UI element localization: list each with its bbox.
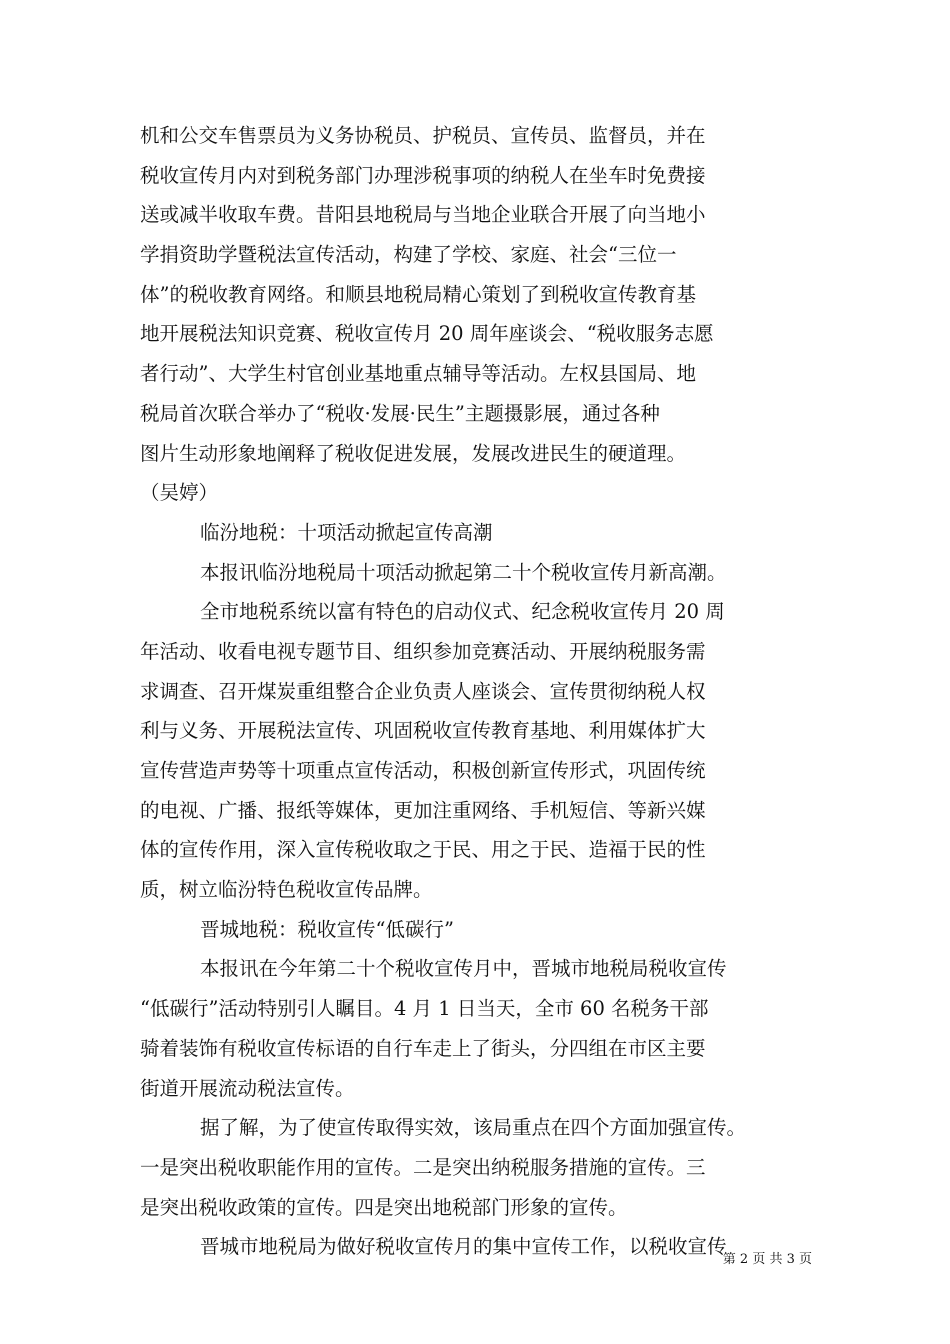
text-line: 据了解，为了使宣传取得实效，该局重点在四个方面加强宣传。 — [200, 1116, 747, 1140]
text-line: 机和公交车售票员为义务协税员、护税员、宣传员、监督员，并在 — [140, 124, 706, 147]
text-line: 是突出税收政策的宣传。四是突出地税部门形象的宣传。 — [140, 1195, 628, 1219]
body-text — [140, 116, 812, 1267]
text-line: 者行动”、大学生村官创业基地重点辅导等活动。左权县国局、地 — [140, 362, 696, 386]
text-line: 一是突出税收职能作用的宣传。二是突出纳税服务措施的宣传。三 — [140, 1155, 706, 1179]
text-line: 年活动、收看电视专题节目、组织参加竞赛活动、开展纳税服务需 — [140, 639, 706, 663]
text-line: 骑着装饰有税收宣传标语的自行车走上了街头，分四组在市区主要 — [140, 1036, 706, 1060]
text-line: 送或减半收取车费。昔阳县地税局与当地企业联合开展了向当地小 — [140, 203, 706, 227]
text-line: 质，树立临汾特色税收宣传品牌。 — [140, 878, 433, 902]
text-line: 图片生动形象地阐释了税收促进发展，发展改进民生的硬道理。 — [140, 441, 687, 465]
text-line: 的电视、广播、报纸等媒体，更加注重网络、手机短信、等新兴媒 — [140, 798, 706, 822]
text-line: 晋城市地税局为做好税收宣传月的集中宣传工作，以税收宣传 — [200, 1235, 727, 1259]
text-line: 街道开展流动税法宣传。 — [140, 1076, 355, 1100]
text-line: 求调查、召开煤炭重组整合企业负责人座谈会、宣传贯彻纳税人权 — [140, 679, 706, 703]
text-line: 地开展税法知识竞赛、税收宣传月 20 周年座谈会、“税收服务志愿 — [140, 322, 714, 346]
text-line: 本报讯临汾地税局十项活动掀起第二十个税收宣传月新高潮。 — [200, 560, 727, 584]
page-footer: 第 2 页 共 3 页 — [722, 1252, 812, 1267]
text-line: 利与义务、开展税法宣传、巩固税收宣传教育基地、利用媒体扩大 — [140, 719, 706, 743]
text-line: 晋城地税：税收宣传“低碳行” — [200, 917, 454, 941]
text-line: 全市地税系统以富有特色的启动仪式、纪念税收宣传月 20 周 — [200, 600, 725, 624]
text-line: “低碳行”活动特别引人瞩目。4 月 1 日当天，全市 60 名税务干部 — [140, 997, 709, 1021]
text-line: 临汾地税：十项活动掀起宣传高潮 — [200, 520, 493, 544]
text-line: 体的宣传作用，深入宣传税收取之于民、用之于民、造福于民的性 — [140, 838, 706, 862]
text-line: 税局首次联合举办了“税收·发展·民生”主题摄影展，通过各种 — [140, 401, 660, 425]
text-line: 宣传营造声势等十项重点宣传活动，积极创新宣传形式，巩固传统 — [140, 759, 706, 782]
text-line: 税收宣传月内对到税务部门办理涉税事项的纳税人在坐车时免费接 — [140, 163, 706, 187]
text-line: 本报讯在今年第二十个税收宣传月中，晋城市地税局税收宣传 — [200, 957, 727, 981]
text-line: 体”的税收教育网络。和顺县地税局精心策划了到税收宣传教育基 — [140, 282, 696, 306]
text-line: 学捐资助学暨税法宣传活动，构建了学校、家庭、社会“三位一 — [140, 243, 677, 267]
text-line: （吴婷） — [140, 481, 219, 505]
